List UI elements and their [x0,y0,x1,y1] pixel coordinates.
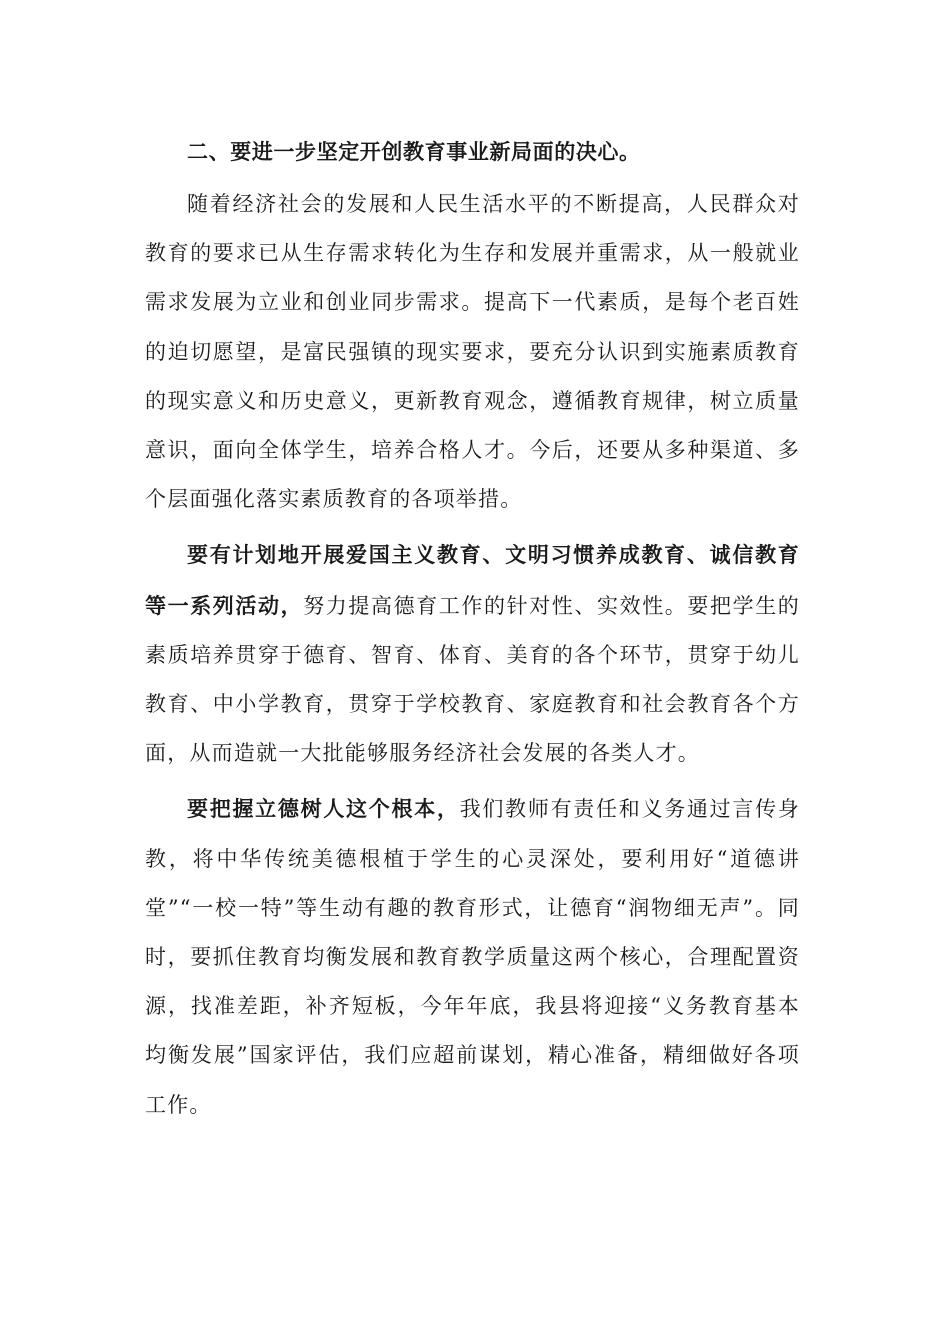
paragraph-2-lead: 要有计划地开展爱国主义教育、文明习惯养成教育、诚信教育等一系列活动， [145,542,800,618]
section-heading: 二、要进一步坚定开创教育事业新局面的决心。 [187,139,641,164]
document-body [145,128,800,1136]
paragraph-3-lead: 要把握立德树人这个根本， [187,796,460,822]
paragraph-2 [145,530,800,778]
paragraph-3-text: 我们教师有责任和义务通过言传身教，将中华传统美德根植于学生的心灵深处，要利用好“道德讲堂”“一校一特”等生动有趣的教育形式，让德育“润物细无声”。同时，要抓住教育均衡发展和教育教学质量这两个核心，合理配置资源，找准差距，补齐短板，今年年底，我县将迎接“义务教育基本均衡发展”国家评估，我们应超前谋划，精心准备，精细做好各项工作。 [145,797,801,1117]
paragraph-1 [145,180,800,524]
paragraph-2-text: 努力提高德育工作的针对性、实效性。要把学生的素质培养贯穿于德育、智育、体育、美育的各个环节，贯穿于幼儿教育、中小学教育，贯穿于学校教育、家庭教育和社会教育各个方面，从而造就一大批能够服务经济社会发展的各类人才。 [145,593,800,766]
paragraph-1-text: 随着经济社会的发展和人民生活水平的不断提高，人民群众对教育的要求已从生存需求转化为生存和发展并重需求，从一般就业需求发展为立业和创业同步需求。提高下一代素质，是每个老百姓的迫切愿望，是富民强镇的现实要求，要充分认识到实施素质教育的现实意义和历史意义，更新教育观念，遵循教育规律，树立质量意识，面向全体学生，培养合格人才。今后，还要从多种渠道、多个层面强化落实素质教育的各项举措。 [145,192,800,512]
paragraph-3 [145,784,800,1129]
